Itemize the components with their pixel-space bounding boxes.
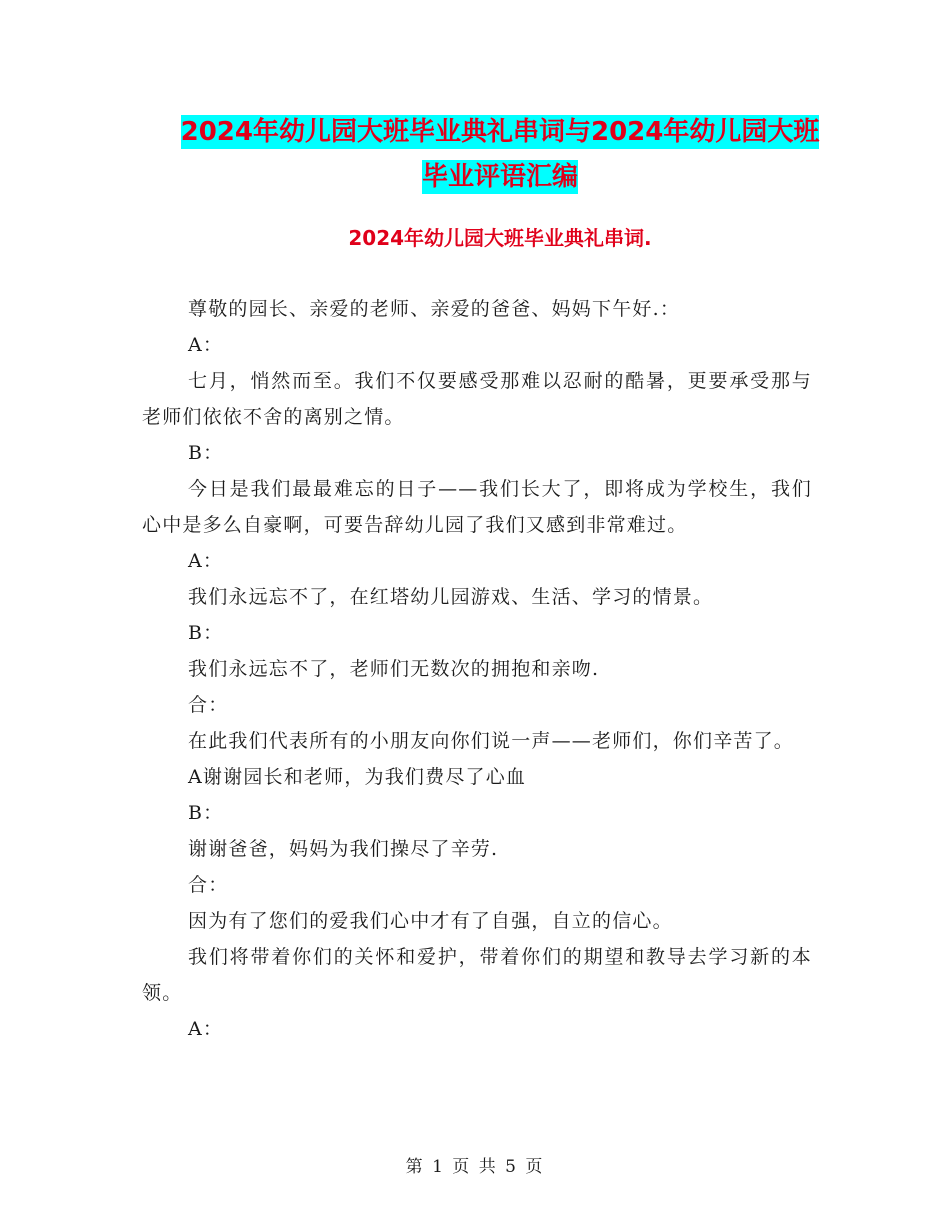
paragraph: 我们将带着你们的关怀和爱护，带着你们的期望和教导去学习新的本领。 bbox=[142, 946, 812, 1004]
title-highlight: 毕业评语汇编 bbox=[421, 162, 578, 192]
paragraph: 合： bbox=[188, 694, 229, 716]
paragraph: 谢谢爸爸，妈妈为我们操尽了辛劳. bbox=[188, 838, 499, 860]
document-title-line-2 bbox=[140, 152, 860, 202]
paragraph: B： bbox=[188, 442, 224, 464]
paragraph: 因为有了您们的爱我们心中才有了自强，自立的信心。 bbox=[188, 910, 673, 932]
page-number-footer: 第 1 页 共 5 页 bbox=[405, 1157, 545, 1177]
paragraph: 尊敬的园长、亲爱的老师、亲爱的爸爸、妈妈下午好.： bbox=[188, 298, 681, 320]
paragraph: 我们永远忘不了，在红塔幼儿园游戏、生活、学习的情景。 bbox=[188, 586, 714, 608]
paragraph: 合： bbox=[188, 874, 229, 896]
paragraph: B： bbox=[188, 802, 224, 824]
paragraph: 我们永远忘不了，老师们无数次的拥抱和亲吻. bbox=[188, 658, 600, 680]
document-body bbox=[142, 291, 812, 1047]
title-highlight: 2024年幼儿园大班毕业典礼串词与2024年幼儿园大班 bbox=[180, 117, 820, 147]
paragraph: A： bbox=[188, 334, 224, 356]
document-title-line-1 bbox=[140, 107, 860, 157]
paragraph: 今日是我们最最难忘的日子——我们长大了，即将成为学校生，我们心中是多么自豪啊，可要告辞幼儿园了我们又感到非常难过。 bbox=[142, 478, 812, 536]
paragraph: A： bbox=[188, 1018, 224, 1040]
paragraph: 七月，悄然而至。我们不仅要感受那难以忍耐的酷暑，更要承受那与老师们依依不舍的离别之情。 bbox=[142, 370, 812, 428]
section-title: 2024年幼儿园大班毕业典礼串词. bbox=[348, 226, 652, 250]
paragraph: B： bbox=[188, 622, 224, 644]
paragraph: 在此我们代表所有的小朋友向你们说一声——老师们，你们辛苦了。 bbox=[188, 730, 795, 752]
paragraph: A谢谢园长和老师，为我们费尽了心血 bbox=[188, 766, 527, 788]
paragraph: A： bbox=[188, 550, 224, 572]
